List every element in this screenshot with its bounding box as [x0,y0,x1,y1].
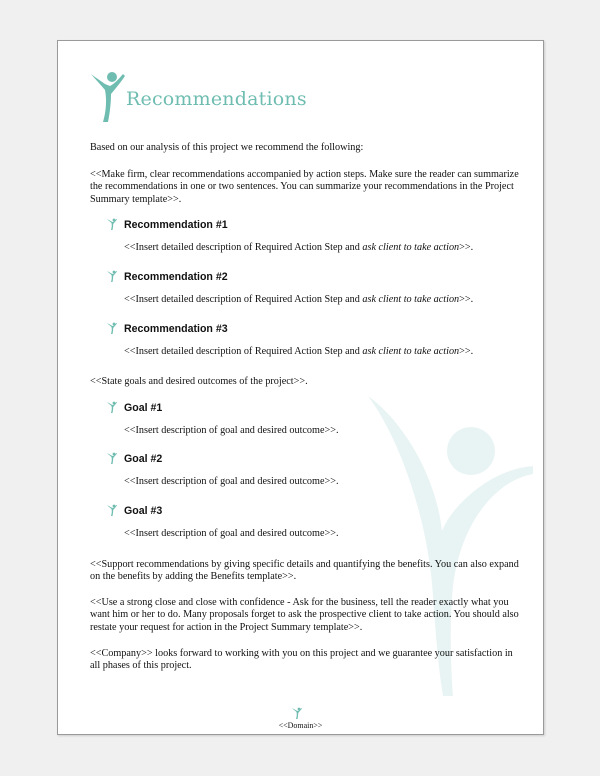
recommendation-description [90,242,520,255]
description-suffix: >>. [459,345,474,357]
recommendation-description [90,346,520,359]
goal-description: <<Insert description of goal and desired outcome>>. [124,476,339,488]
recommendation-description [90,294,520,307]
description-text: <<Insert detailed description of Required Action Step and [124,345,363,357]
description-text: <<Insert detailed description of Required Action Step and [124,242,363,254]
company-paragraph: <<Company>> looks forward to working with you on this project and we guarantee your satisfaction in all phases of this project. [90,647,513,672]
instruction-paragraph: <<Make firm, clear recommendations accompanied by action steps. Make sure the reader can summarize the recommendations in one or two sentences. You can summarize your recommendations in the Project Summary template>>. [90,168,519,205]
goals-intro-paragraph: <<State goals and desired outcomes of the project>>. [90,376,308,388]
recommendation-heading: Recommendation #3 [124,322,228,335]
recommendation-heading: Recommendation #2 [124,270,228,283]
recommendation-item [90,270,520,307]
goal-item [90,452,520,489]
goal-item [90,504,520,541]
page-title: Recommendations [126,88,307,110]
goal-heading: Goal #3 [124,504,163,517]
person-figure-bullet-icon [107,322,117,334]
person-figure-bullet-icon [107,401,117,413]
close-paragraph: <<Use a strong close and close with confidence - Ask for the business, tell the reader exactly what you want him or her to do. Many proposals forget to ask the prospective client to take action. You should also restate your request for action in the Project Summary template>>. [90,596,519,633]
person-figure-bullet-icon [107,218,117,230]
support-paragraph: <<Support recommendations by giving specific details and quantifying the benefits. You can also expand on the benefits by adding the Benefits template>>. [90,558,519,583]
person-figure-footer-icon [292,707,302,719]
description-emphasis: ask client to take action [362,242,460,254]
description-suffix: >>. [459,242,474,254]
person-figure-bullet-icon [107,504,117,516]
document-page [57,40,544,735]
description-emphasis: ask client to take action [362,345,460,357]
description-emphasis: ask client to take action [362,293,460,305]
person-figure-logo-icon [89,70,125,122]
goal-item [90,401,520,438]
intro-paragraph: Based on our analysis of this project we recommend the following: [90,142,364,153]
goal-description: <<Insert description of goal and desired outcome>>. [124,424,339,436]
person-figure-bullet-icon [107,270,117,282]
recommendation-item [90,322,520,359]
goal-heading: Goal #2 [124,453,163,466]
recommendation-heading: Recommendation #1 [124,219,228,232]
goal-heading: Goal #1 [124,401,163,414]
description-suffix: >>. [459,293,474,305]
person-figure-bullet-icon [107,452,117,464]
document-body [90,142,520,686]
page-footer: <<Domain>> [278,721,323,730]
recommendation-item [90,218,520,255]
description-text: <<Insert detailed description of Required Action Step and [124,293,363,305]
goal-description: <<Insert description of goal and desired outcome>>. [124,527,339,539]
